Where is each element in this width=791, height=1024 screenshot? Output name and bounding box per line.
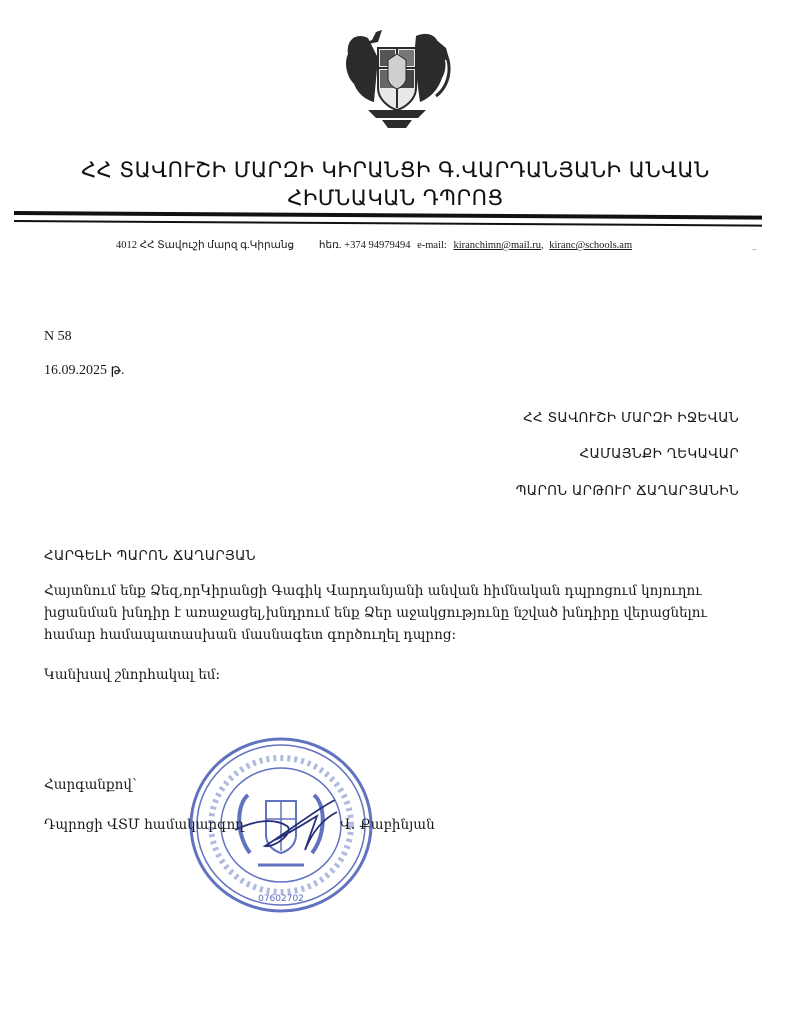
- email-separator: ,: [541, 240, 544, 251]
- address: 4012 ՀՀ Տավուշի մարզ գ.Կիրանց: [116, 240, 295, 251]
- thanks-line: Կանխավ շնորհակալ եմ:: [44, 667, 221, 683]
- body-line: Հայտնում ենք Ձեզ,որԿիրանցի Գագիկ Վարդանյանի անվան հիմնական դպրոցում կոյուղու: [44, 583, 702, 599]
- letter-body: [44, 580, 744, 646]
- email-label: e-mail:: [417, 240, 447, 251]
- signature-icon: [225, 790, 365, 860]
- letter-number: N 58: [44, 329, 72, 344]
- school-name-line2: ՀԻՄՆԱԿԱՆ ԴՊՐՈՑ: [287, 186, 504, 210]
- recipient-line: ՀՀ ՏԱՎՈՒՇԻ ՄԱՐԶԻ ԻՋԵՎԱՆ: [523, 410, 739, 426]
- contact-line: [116, 239, 632, 251]
- emblem-icon: [338, 18, 456, 132]
- header-rule-thick: [14, 211, 762, 220]
- scan-mark: ˜: [752, 249, 757, 259]
- letter-date: 16.09.2025 թ.: [44, 363, 125, 378]
- phone: հեռ. +374 94979494: [318, 240, 411, 251]
- email-link-2[interactable]: kiranc@schools.am: [549, 240, 633, 251]
- header-rule-thin: [14, 220, 762, 227]
- body-line: համար համապատասխան մասնագետ գործուղել դպրոց:: [44, 627, 457, 643]
- handwritten-signature: [225, 790, 365, 860]
- coat-of-arms-emblem: [338, 18, 456, 132]
- email-link-1[interactable]: kiranchimn@mail.ru: [453, 240, 542, 251]
- stamp-number: 07602702: [258, 894, 304, 904]
- salutation: ՀԱՐԳԵԼԻ ՊԱՐՈՆ ՃԱՂԱՐՅԱՆ: [44, 548, 256, 564]
- signer-title: Դպրոցի ՎՏՄ համակարգող: [44, 817, 244, 833]
- regards-line: Հարգանքով՝: [44, 777, 137, 793]
- recipient-line: ՀԱՄԱՅՆՔԻ ՂԵԿԱՎԱՐ: [579, 446, 739, 462]
- body-line: խցանման խնդիր է առաջացել,խնդրում ենք Ձեր աջակցությունը նշված խնդիրը վերացնելու: [44, 605, 708, 621]
- school-name-line1: ՀՀ ՏԱՎՈՒՇԻ ՄԱՐԶԻ ԿԻՐԱՆՑԻ Գ.ՎԱՐԴԱՆՅԱՆԻ ԱՆՎԱՆ: [81, 158, 710, 182]
- signer-name: Վ. Քաբինյան: [340, 817, 435, 833]
- recipient-line: ՊԱՐՈՆ ԱՐԹՈՒՐ ՃԱՂԱՐՅԱՆԻՆ: [515, 483, 739, 499]
